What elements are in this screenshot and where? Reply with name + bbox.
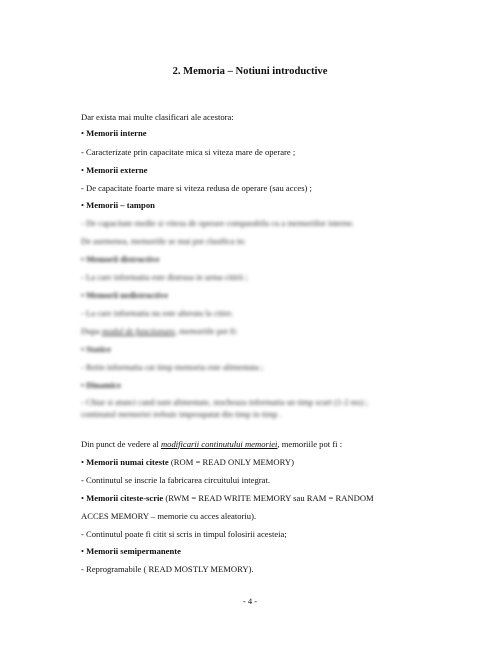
blurred-line-1: De asemenea, memoriile se mai pot clasifica in: [81, 236, 246, 246]
desc-memorii-tampon: - De capacitate medie si viteza de operare comparabila cu a memoriilor interne. [81, 218, 355, 228]
desc-memorii-citeste-scrie: - Continutul poate fi citit si scris in timpul folosirii acesteia; [81, 529, 287, 539]
heading-memorii-tampon: Memorii – tampon [86, 200, 155, 210]
blurred-line-5: - La care informatia nu este alterata la citire. [81, 308, 234, 318]
bullet: • [81, 546, 85, 556]
blurred-line-11: continutul memoriei trebuie improspatat din timp in timp . [81, 409, 282, 419]
para2-post: , memoriile pot fi : [277, 439, 343, 449]
heading-memorii-semipermanente: Memorii semipermanente [86, 546, 181, 556]
desc-memorii-interne: - Caracterizate prin capacitate mica si viteza mare de operare ; [81, 147, 296, 157]
blurred-line-8: - Retin informatia cat timp memoria este alimentata ; [81, 362, 264, 372]
list-item-memorii-interne [81, 128, 147, 139]
blurred-line-10: - Chiar si atunci cand sunt alimentate, stocheaza informatia un timp scurt (1-2 ms) ; [81, 397, 369, 407]
desc-memorii-externe: - De capacitate foarte mare si viteza redusa de operare (sau acces) ; [81, 183, 312, 193]
list-item-memorii-numai-citeste [81, 457, 294, 468]
desc-memorii-semipermanente: - Reprogramabile ( READ MOSTLY MEMORY). [81, 564, 254, 574]
blurred-line-4: • Memorii nedistructive [81, 290, 169, 300]
blurred-line-6-link: modul de functionare [101, 326, 175, 336]
para2-link: modificarii continutului memoriei [160, 439, 278, 449]
para2-pre: Din punct de vedere al [81, 439, 161, 449]
rwm-definition: (RWM = READ WRITE MEMORY sau RAM = RANDOM [163, 493, 374, 503]
blurred-line-9: • Dinamice [81, 380, 122, 390]
heading-memorii-numai-citeste: Memorii numai citeste [86, 457, 169, 467]
blurred-line-6 [81, 326, 238, 337]
bullet: • [81, 457, 85, 467]
blurred-line-6-pre: Dupa [81, 326, 102, 336]
intro-text: Dar exista mai multe clasificari ale acestora: [81, 112, 234, 122]
heading-memorii-citeste-scrie: Memorii citeste-scrie [86, 493, 164, 503]
paragraph-classification [81, 439, 342, 450]
list-item-memorii-tampon [81, 200, 155, 211]
bullet: • [81, 493, 85, 503]
list-item-memorii-citeste-scrie [81, 493, 374, 504]
desc-memorii-numai-citeste: - Continutul se inscrie la fabricarea circuitului integrat. [81, 475, 270, 485]
blurred-line-7: • Statice [81, 344, 111, 354]
page-title: 2. Memoria – Notiuni introductive [172, 66, 328, 77]
blurred-line-3: - La care informatia este distrusa in urma citirii ; [81, 272, 248, 282]
heading-memorii-interne: Memorii interne [86, 128, 147, 138]
bullet: • [81, 128, 85, 138]
list-item-memorii-semipermanente [81, 546, 181, 557]
bullet: • [81, 200, 85, 210]
blurred-line-6-post: , memoriile pot fi: [174, 326, 238, 336]
heading-memorii-externe: Memorii externe [86, 165, 148, 175]
blurred-line-2: • Memorii distructive [81, 254, 160, 264]
rom-definition: (ROM = READ ONLY MEMORY) [168, 457, 294, 467]
list-item-memorii-externe [81, 165, 148, 176]
bullet: • [81, 165, 85, 175]
rwm-definition-continued: ACCES MEMORY – memorie cu acces aleatoriu). [81, 511, 257, 521]
page-number: - 4 - [242, 596, 258, 606]
